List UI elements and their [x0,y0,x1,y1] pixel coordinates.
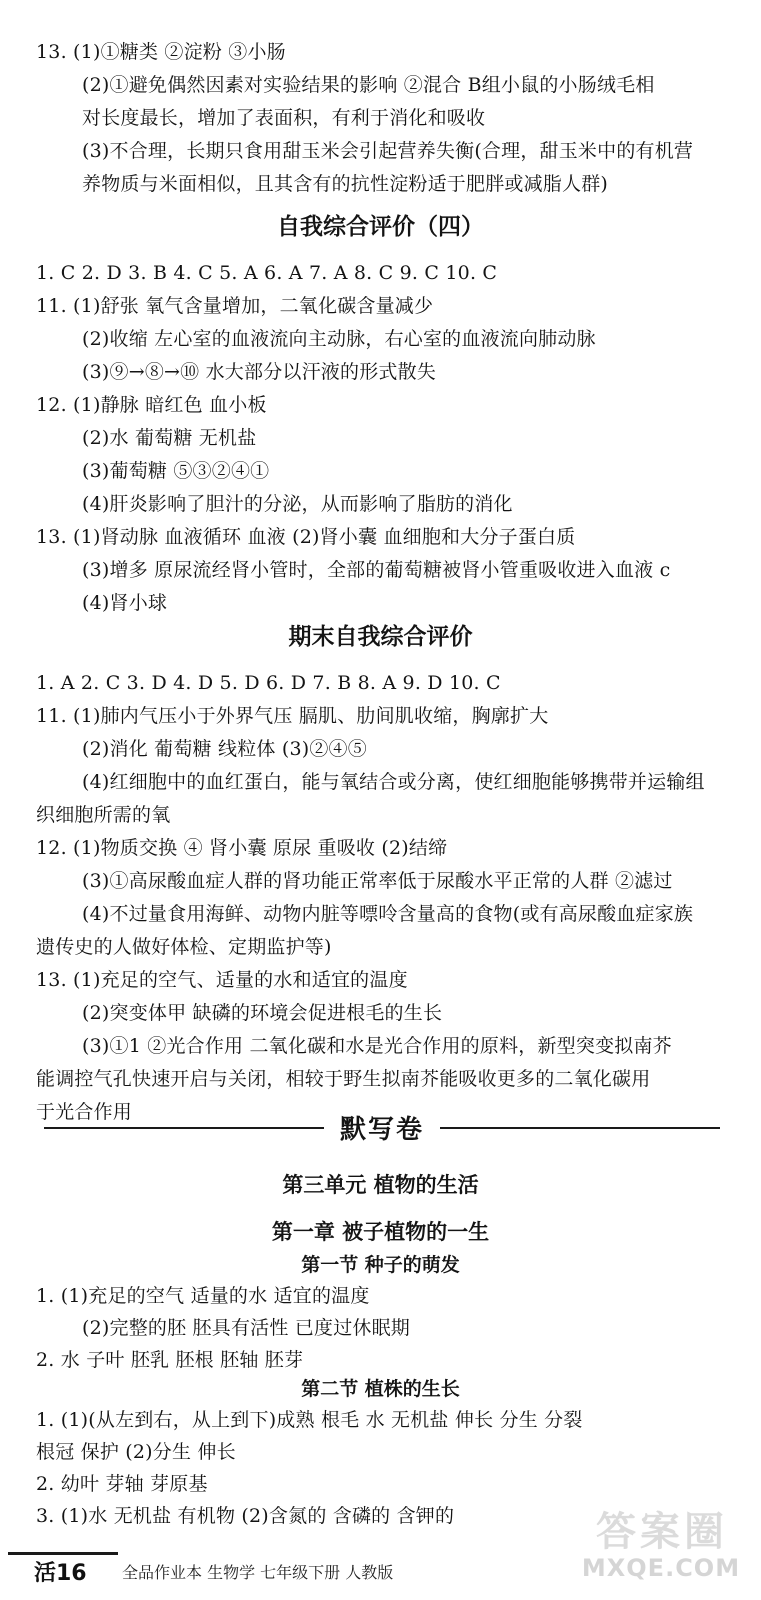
answer-line: 1. (1)(从左到右，从上到下)成熟 根毛 水 无机盐 伸长 分生 分裂 [36,1409,583,1431]
answer-line: (2)收缩 左心室的血液流向主动脉，右心室的血液流向肺动脉 [82,328,596,350]
answer-line: (4)不过量食用海鲜、动物内脏等嘌呤含量高的食物(或有高尿酸血症家族 [82,903,694,925]
answer-line: 2. 水 子叶 胚乳 胚根 胚轴 胚芽 [36,1349,304,1371]
page-number: 活16 [34,1561,87,1586]
section-title: 期末自我综合评价 [288,624,473,650]
answer-line: (2)消化 葡萄糖 线粒体 (3)②④⑤ [82,738,367,760]
answer-line: (4)肝炎影响了胆汁的分泌，从而影响了脂肪的消化 [82,493,513,515]
choice-answers: 1. A 2. C 3. D 4. D 5. D 6. D 7. B 8. A 9. D 10. C [36,672,501,694]
answer-line: 1. (1)充足的空气 适量的水 适宜的温度 [36,1285,370,1307]
answer-line: 11. (1)舒张 氧气含量增加，二氧化碳含量减少 [36,295,434,317]
answer-line: 根冠 保护 (2)分生 伸长 [36,1441,236,1463]
answer-line: 13. (1)①糖类 ②淀粉 ③小肠 [36,41,286,63]
answer-line: (2)突变体甲 缺磷的环境会促进根毛的生长 [82,1002,443,1024]
answer-line: 3. (1)水 无机盐 有机物 (2)含氮的 含磷的 含钾的 [36,1505,455,1527]
answer-line: 养物质与米面相似，且其含有的抗性淀粉适于肥胖或减脂人群) [82,173,609,195]
answer-line: 对长度最长，增加了表面积，有利于消化和吸收 [82,107,486,129]
lesson-title: 第二节 植株的生长 [301,1378,460,1400]
lesson-title: 第一节 种子的萌发 [301,1254,460,1276]
watermark-site: MXQE.COM [581,1554,741,1582]
answer-line: 于光合作用 [36,1101,133,1123]
answer-line: (4)肾小球 [82,592,168,614]
answer-line: 能调控气孔快速开启与关闭，相较于野生拟南芥能吸收更多的二氧化碳用 [36,1068,651,1090]
footer-rule [8,1552,118,1555]
answer-line: (3)①高尿酸血症人群的肾功能正常率低于尿酸水平正常的人群 ②滤过 [82,870,673,892]
answer-line: (4)红细胞中的血红蛋白，能与氧结合或分离，使红细胞能够携带并运输组 [82,771,705,793]
banner-rule-right [440,1127,720,1129]
page-footer [0,1552,761,1600]
unit-title: 第三单元 植物的生活 [282,1173,479,1197]
answer-line: (3)⑨→⑧→⑩ 水大部分以汗液的形式散失 [82,361,436,383]
answer-line: 13. (1)肾动脉 血液循环 血液 (2)肾小囊 血细胞和大分子蛋白质 [36,526,576,548]
answer-line: (3)①1 ②光合作用 二氧化碳和水是光合作用的原料，新型突变拟南芥 [82,1035,672,1057]
choice-answers: 1. C 2. D 3. B 4. C 5. A 6. A 7. A 8. C 9. C 10. C [36,262,498,284]
answer-line: 12. (1)物质交换 ④ 肾小囊 原尿 重吸收 (2)结缔 [36,837,448,859]
answer-line: 2. 幼叶 芽轴 芽原基 [36,1473,208,1495]
answer-line: 11. (1)肺内气压小于外界气压 膈肌、肋间肌收缩，胸廓扩大 [36,705,549,727]
answer-line: (2)水 葡萄糖 无机盐 [82,427,257,449]
answer-line: 12. (1)静脉 暗红色 血小板 [36,394,267,416]
answer-line: (2)①避免偶然因素对实验结果的影响 ②混合 B组小鼠的小肠绒毛相 [82,74,655,96]
banner-title: 默写卷 [339,1115,424,1145]
answer-line: (3)不合理，长期只食用甜玉米会引起营养失衡(合理，甜玉米中的有机营 [82,140,694,162]
answer-line: (2)完整的胚 胚具有活性 已度过休眠期 [82,1317,410,1339]
banner-rule-left [44,1127,324,1129]
answer-line: (3)增多 原尿流经肾小管时，全部的葡萄糖被肾小管重吸收进入血液 c [82,559,671,581]
chapter-title: 第一章 被子植物的一生 [271,1220,490,1244]
section-title: 自我综合评价（四） [277,214,484,240]
answer-line: 遗传史的人做好体检、定期监护等) [36,936,332,958]
answer-line: 织细胞所需的氧 [36,804,171,826]
book-info: 全品作业本 生物学 七年级下册 人教版 [122,1563,394,1582]
answer-line: 13. (1)充足的空气、适量的水和适宜的温度 [36,969,408,991]
answer-line: (3)葡萄糖 ⑤③②④① [82,460,270,482]
watermark-logo: 答案圈 [596,1509,728,1555]
